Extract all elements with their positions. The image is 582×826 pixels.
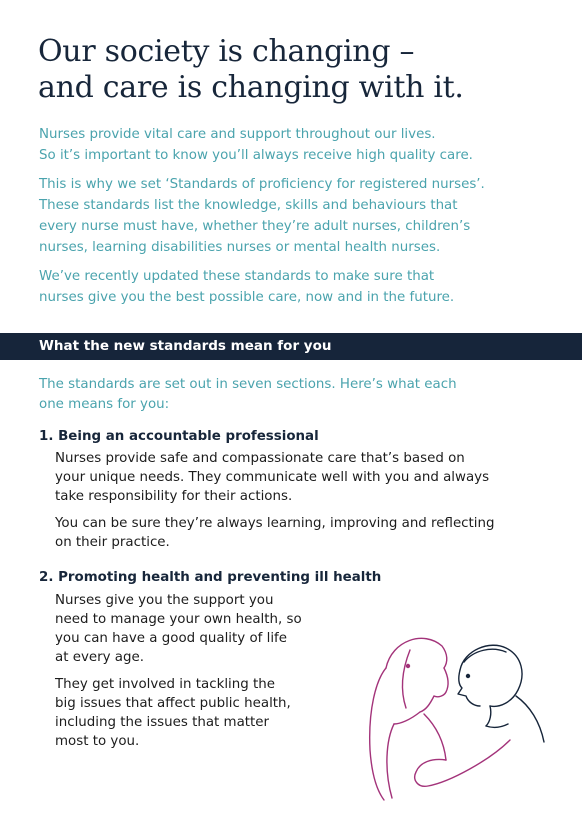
body-line: You can be sure they’re always learning, improving and reflecting: [55, 516, 495, 531]
patient-neck: [486, 706, 491, 726]
standard-title: Promoting health and preventing ill health: [58, 570, 382, 585]
nurse-hand-reach: [415, 740, 510, 786]
nurse-face: [420, 668, 448, 712]
nurse-figure: [370, 638, 510, 800]
nurse-neck: [394, 712, 420, 724]
nurse-arm: [424, 714, 446, 760]
standard-paragraph: [55, 514, 495, 552]
standard-paragraph: [55, 449, 495, 506]
nurse-and-patient-illustration: [340, 610, 560, 810]
intro-line: nurses give you the best possible care, now and in the future.: [39, 290, 455, 305]
standard-paragraph: [55, 591, 302, 667]
standard-paragraph: [55, 675, 302, 751]
patient-back: [516, 696, 544, 742]
body-line: at every age.: [55, 650, 145, 665]
nurse-hair-front: [403, 650, 410, 708]
patient-collar: [486, 724, 508, 727]
intro-line: Nurses provide vital care and support throughout our lives.: [39, 127, 436, 142]
body-line: including the issues that matter: [55, 715, 270, 730]
intro-line: These standards list the knowledge, skills and behaviours that: [39, 198, 458, 213]
page-title-line: and care is changing with it.: [38, 70, 464, 105]
patient-hair-line: [464, 649, 506, 662]
body-line: your unique needs. They communicate well with you and always: [55, 470, 490, 485]
nurse-eye: [406, 664, 410, 668]
patient-eye: [466, 674, 470, 678]
standard-title: Being an accountable professional: [58, 429, 319, 444]
standard-number: 1.: [39, 429, 54, 444]
intro-paragraph: [39, 124, 559, 166]
body-line: most to you.: [55, 734, 140, 749]
body-line: you can have a good quality of life: [55, 631, 288, 646]
body-line: Nurses give you the support you: [55, 593, 274, 608]
standard-body-2: [55, 591, 302, 759]
intro-paragraph: [39, 174, 559, 258]
body-line: on their practice.: [55, 535, 170, 550]
nurse-head-top: [386, 638, 447, 668]
intro-line: This is why we set ‘Standards of proficiency for registered nurses’.: [39, 177, 485, 192]
section-intro-line: The standards are set out in seven sections. Here’s what each: [39, 377, 457, 392]
intro-line: So it’s important to know you’ll always receive high quality care.: [39, 148, 473, 163]
standard-title-2: [39, 569, 381, 587]
body-line: need to manage your own health, so: [55, 612, 302, 627]
section-intro-line: one means for you:: [39, 397, 170, 412]
standard-number: 2.: [39, 570, 54, 585]
nurse-hair-back: [370, 668, 386, 800]
nurse-shoulder: [387, 724, 394, 798]
page-title-line: Our society is changing –: [38, 34, 415, 69]
intro-line: We’ve recently updated these standards to make sure that: [39, 269, 435, 284]
body-line: They get involved in tackling the: [55, 677, 275, 692]
body-line: take responsibility for their actions.: [55, 489, 293, 504]
page-title: [38, 34, 558, 106]
section-intro: [39, 375, 559, 415]
intro-line: every nurse must have, whether they’re adult nurses, children’s: [39, 219, 471, 234]
section-heading: What the new standards mean for you: [39, 338, 332, 354]
intro-line: nurses, learning disabilities nurses or mental health nurses.: [39, 240, 441, 255]
intro-paragraph: [39, 266, 559, 308]
body-line: big issues that affect public health,: [55, 696, 291, 711]
body-line: Nurses provide safe and compassionate care that’s based on: [55, 451, 465, 466]
intro-text: [39, 124, 559, 316]
patient-figure: [458, 645, 544, 742]
section-band: [0, 333, 582, 360]
standard-body-1: [55, 449, 495, 560]
standard-title-1: [39, 428, 319, 446]
